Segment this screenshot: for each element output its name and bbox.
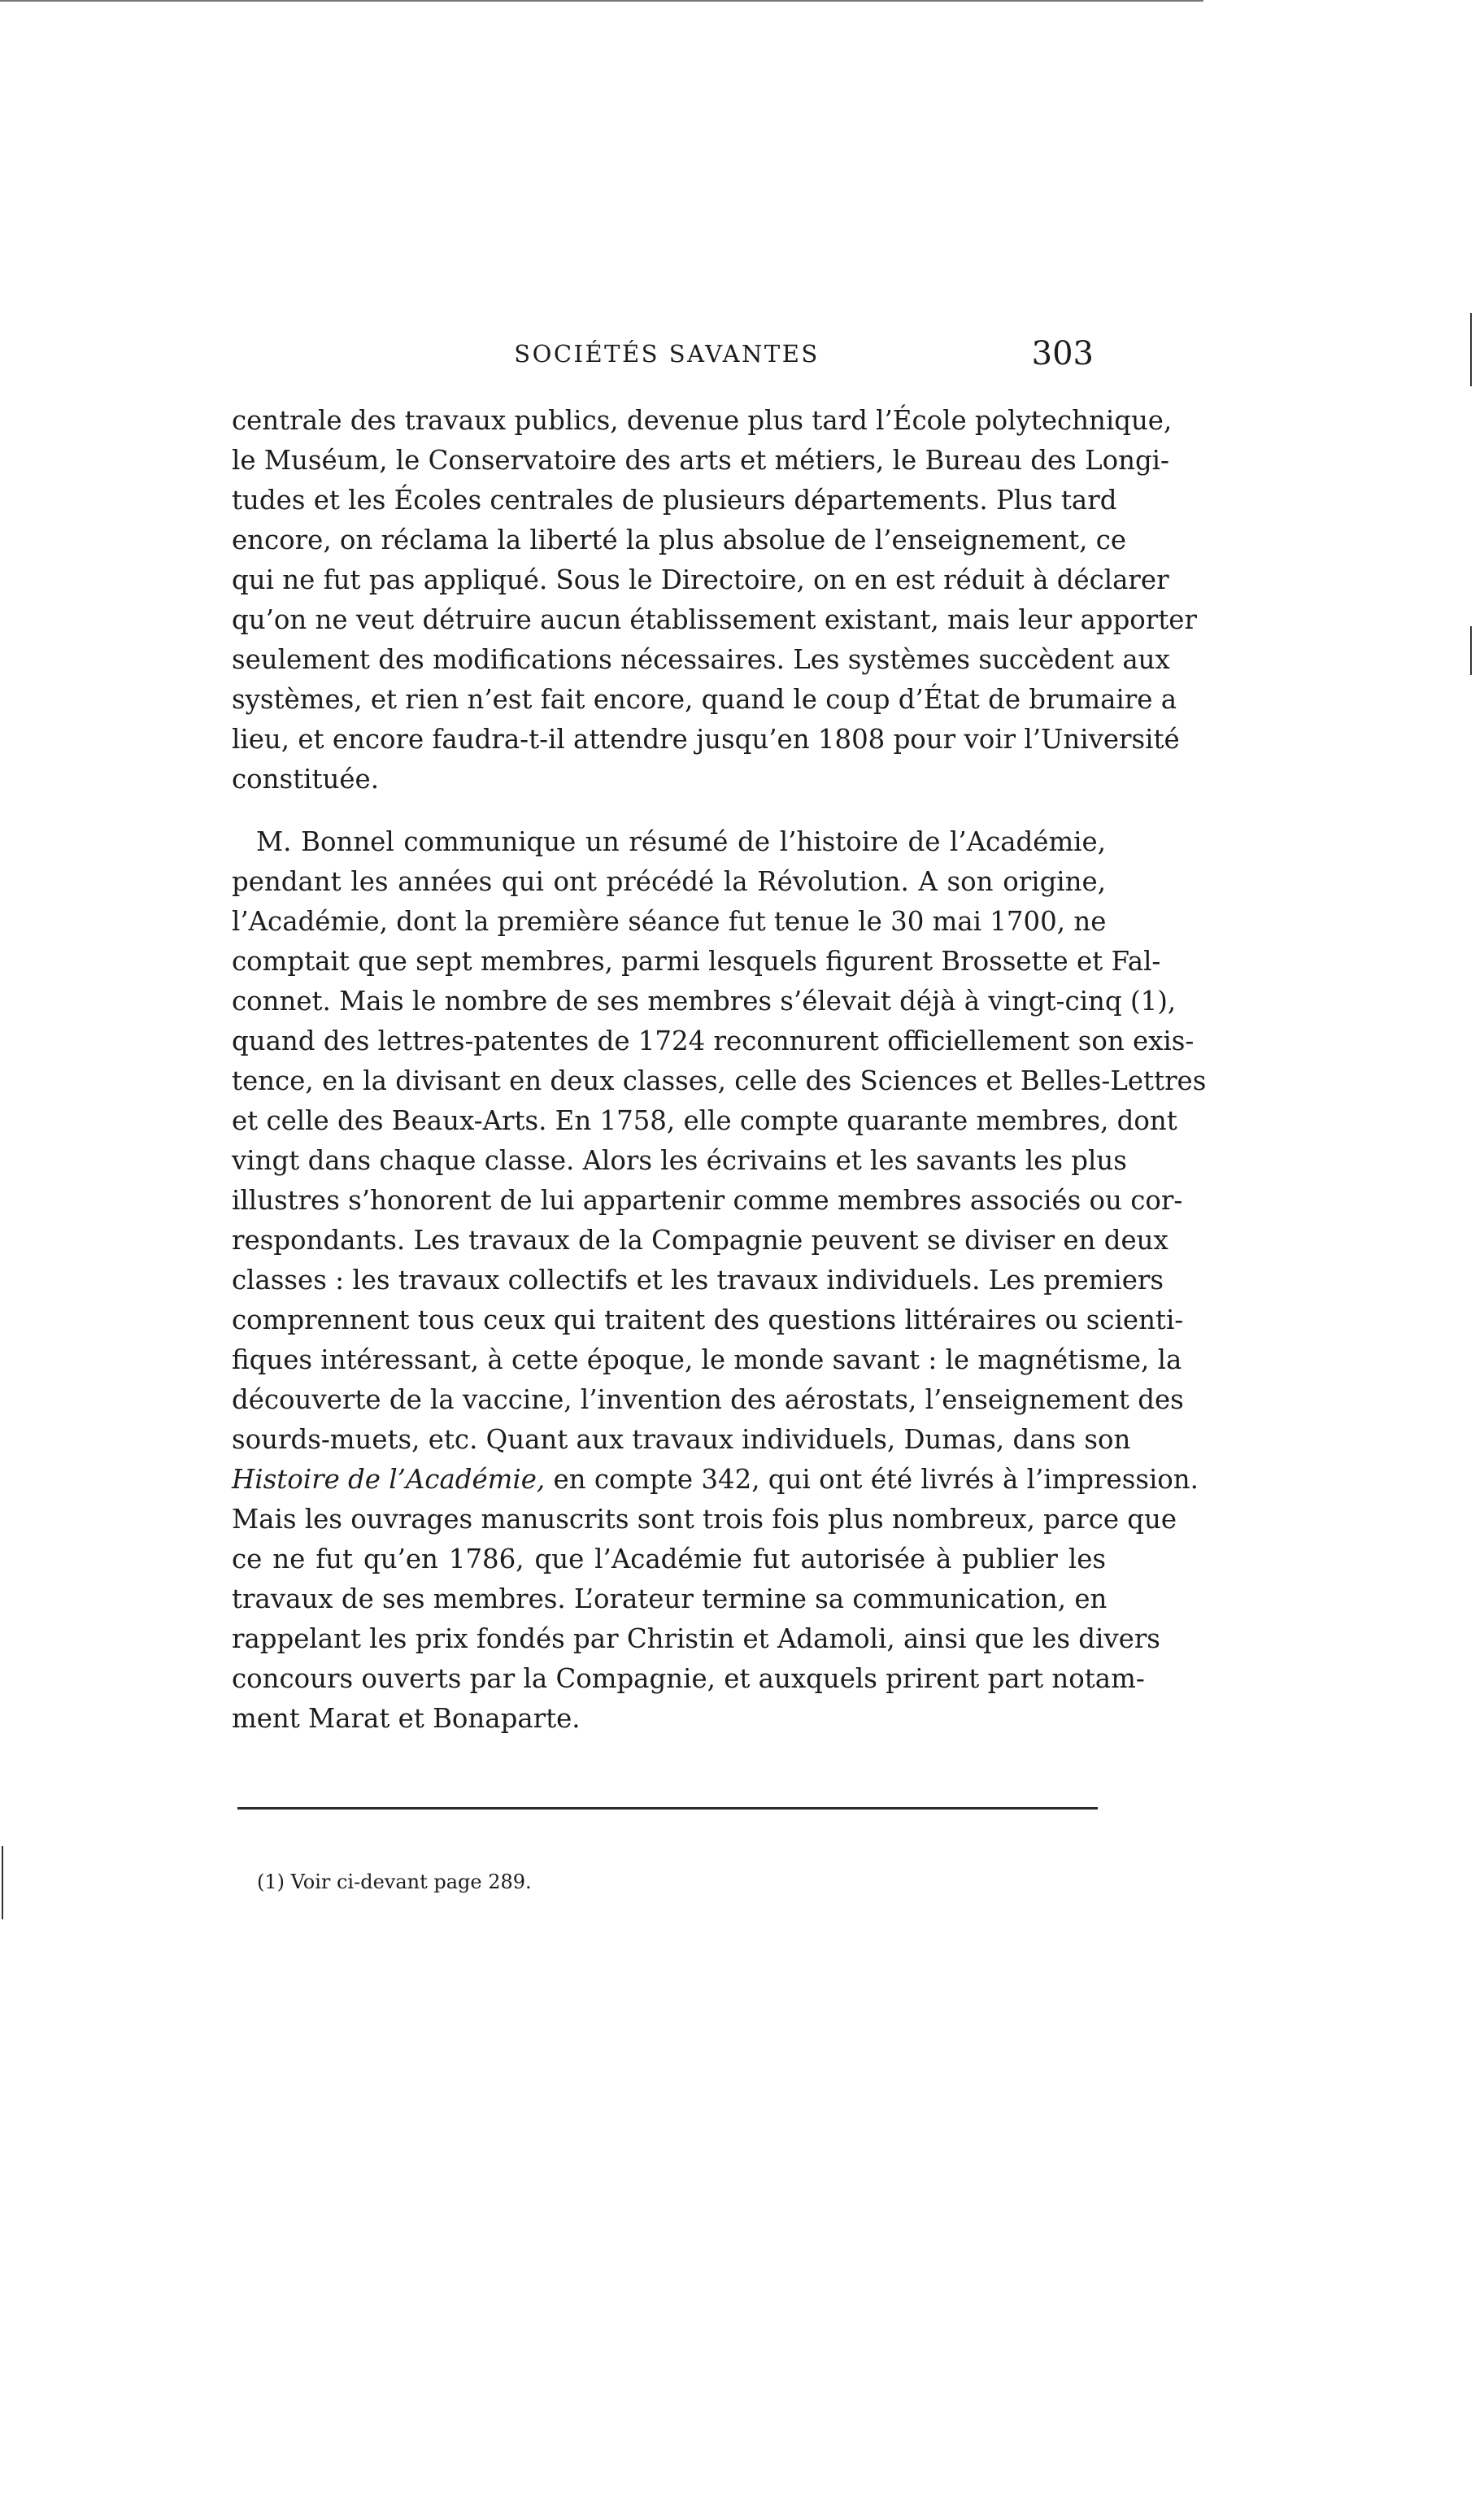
text-line-with-italic-title xyxy=(232,1459,1199,1500)
text-line: découverte de la vaccine, l’invention des aérostats, l’enseignement des xyxy=(232,1384,1184,1415)
book-title: Histoire de l’Académie, xyxy=(232,1464,546,1495)
text-line: le Muséum, le Conservatoire des arts et métiers, le Bureau des Longi- xyxy=(232,445,1169,476)
text-line: comptait que sept membres, parmi lesquels figurent Brossette et Fal- xyxy=(232,946,1161,977)
text-line: et celle des Beaux-Arts. En 1758, elle compte quarante membres, dont xyxy=(232,1105,1177,1136)
footnote: (1) Voir ci-devant page 289. xyxy=(257,1871,532,1893)
scan-edge-mark xyxy=(1470,626,1472,675)
text-line: tudes et les Écoles centrales de plusieurs départements. Plus tard xyxy=(232,485,1117,516)
text-line: ment Marat et Bonaparte. xyxy=(232,1703,581,1734)
text-line: tence, en la divisant en deux classes, celle des Sciences et Belles-Lettres xyxy=(232,1065,1207,1096)
text-line: quand des lettres-patentes de 1724 reconnurent officiellement son exis- xyxy=(232,1026,1195,1056)
scan-edge-mark xyxy=(2,1846,3,1919)
text-line: sourds-muets, etc. Quant aux travaux individuels, Dumas, dans son xyxy=(232,1424,1131,1455)
text-line: pendant les années qui ont précédé la Révolution. A son origine, xyxy=(232,866,1106,897)
text-line: systèmes, et rien n’est fait encore, quand le coup d’État de brumaire a xyxy=(232,684,1177,715)
text-line: encore, on réclama la liberté la plus absolue de l’enseignement, ce xyxy=(232,525,1127,555)
text-line: illustres s’honorent de lui appartenir comme membres associés ou cor- xyxy=(232,1185,1183,1216)
text-line: concours ouverts par la Compagnie, et auxquels prirent part notam- xyxy=(232,1663,1145,1694)
text-line: travaux de ses membres. L’orateur termine sa communication, en xyxy=(232,1583,1108,1614)
text-line: fiques intéressant, à cette époque, le monde savant : le magnétisme, la xyxy=(232,1344,1182,1375)
text-line: lieu, et encore faudra-t-il attendre jusqu’en 1808 pour voir l’Université xyxy=(232,724,1180,755)
text-line: respondants. Les travaux de la Compagnie peuvent se diviser en deux xyxy=(232,1225,1168,1256)
text-line: Mais les ouvrages manuscrits sont trois fois plus nombreux, parce que xyxy=(232,1504,1177,1535)
scan-top-edge xyxy=(0,0,1203,2)
text-line: l’Académie, dont la première séance fut tenue le 30 mai 1700, ne xyxy=(232,906,1107,937)
text-line: qu’on ne veut détruire aucun établissement existant, mais leur apporter xyxy=(232,604,1197,635)
text-line: ce ne fut qu’en 1786, que l’Académie fut autorisée à publier les xyxy=(232,1544,1106,1574)
text-line: vingt dans chaque classe. Alors les écrivains et les savants les plus xyxy=(232,1145,1127,1176)
text-line: qui ne fut pas appliqué. Sous le Directoire, on en est réduit à déclarer xyxy=(232,564,1169,595)
text-line: seulement des modifications nécessaires. Les systèmes succèdent aux xyxy=(232,644,1170,675)
scan-edge-mark xyxy=(1470,313,1472,386)
text-line: M. Bonnel communique un résumé de l’histoire de l’Académie, xyxy=(256,826,1106,857)
text-line: comprennent tous ceux qui traitent des questions littéraires ou scienti- xyxy=(232,1304,1184,1335)
text-line: rappelant les prix fondés par Christin et Adamoli, ainsi que les divers xyxy=(232,1623,1160,1654)
text-line: connet. Mais le nombre de ses membres s’élevait déjà à vingt-cinq (1), xyxy=(232,986,1177,1017)
text-line: centrale des travaux publics, devenue plus tard l’École polytechnique, xyxy=(232,405,1173,436)
text-line-rest: en compte 342, qui ont été livrés à l’impression. xyxy=(545,1464,1199,1495)
footnote-divider xyxy=(237,1807,1098,1810)
page-number: 303 xyxy=(1031,335,1094,372)
running-title: SOCIÉTÉS SAVANTES xyxy=(514,340,820,368)
running-header xyxy=(232,335,1102,384)
text-line: classes : les travaux collectifs et les travaux individuels. Les premiers xyxy=(232,1265,1164,1296)
text-line: constituée. xyxy=(232,764,380,795)
